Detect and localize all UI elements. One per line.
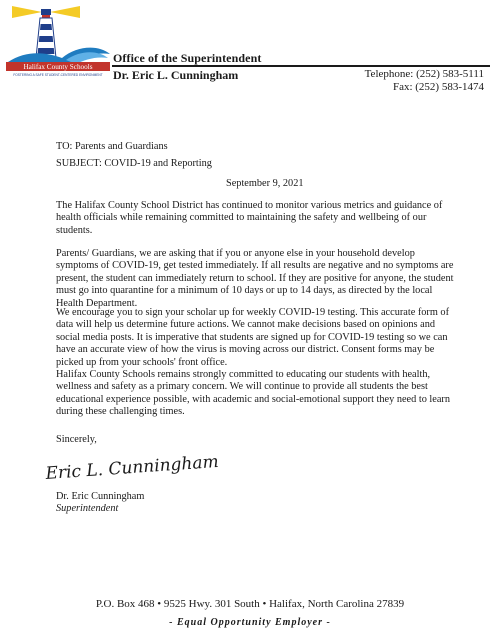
handwritten-signature	[42, 451, 220, 493]
paragraph: Parents/ Guardians, we are asking that if you or anyone else in your household develop symptoms of COVID-19, get tested immediately. If all results are negative and no symptoms are present, the student can immediately return to school. If they are positive for anyone, the student must go into quarantine for a minimum of 10 days or up to 14 days, as directed by the local Health Department.	[56, 248, 454, 309]
telephone: Telephone: (252) 583-5111	[364, 68, 484, 80]
paragraph: The Halifax County School District has continued to monitor various metrics and guidance of health officials while remaining committed to maintaining the safety and wellbeing of our students.	[56, 200, 443, 236]
signature-text: Eric L. Cunningham	[44, 451, 220, 484]
paragraph: Halifax County Schools remains strongly committed to educating our students with health, wellness and safety as a primary concern. We will continue to provide all students the best educational experience possible, with academic and social-emotional support they need to learn during these challenging times.	[56, 369, 450, 418]
superintendent-name: Dr. Eric L. Cunningham	[113, 68, 239, 82]
recipient-line: TO: Parents and Guardians	[56, 141, 168, 152]
subject-line: SUBJECT: COVID-19 and Reporting	[56, 158, 212, 169]
lighthouse-logo	[6, 6, 112, 78]
contact-block	[365, 68, 484, 94]
signer-title: Superintendent	[56, 503, 119, 514]
logo-name-text: Halifax County Schools	[23, 63, 93, 71]
letter-date: September 9, 2021	[226, 178, 304, 189]
closing: Sincerely,	[56, 434, 97, 445]
footer-address: P.O. Box 468 • 9525 Hwy. 301 South • Halifax, North Carolina 27839	[95, 598, 405, 610]
paragraph: We encourage you to sign your scholar up for weekly COVID-19 testing. This accurate form of data will help us determine future actions. We cannot make decisions based on opinions and social media posts. It is imperative that students are signed up for COVID-19 testing so we can have an accurate view of how the virus is moving across our district. Consent forms may be picked up from your schools' front office.	[56, 307, 450, 368]
footer-eoe: - Equal Opportunity Employer -	[169, 617, 331, 628]
fax: Fax: (252) 583-1474	[392, 81, 484, 93]
logo-tagline-text: FOSTERING A SAFE STUDENT-CENTERED ENVIRONMENT	[13, 73, 103, 77]
signer-name: Dr. Eric Cunningham	[56, 491, 145, 502]
office-title: Office of the Superintendent	[113, 51, 262, 65]
header-rule	[112, 65, 490, 67]
